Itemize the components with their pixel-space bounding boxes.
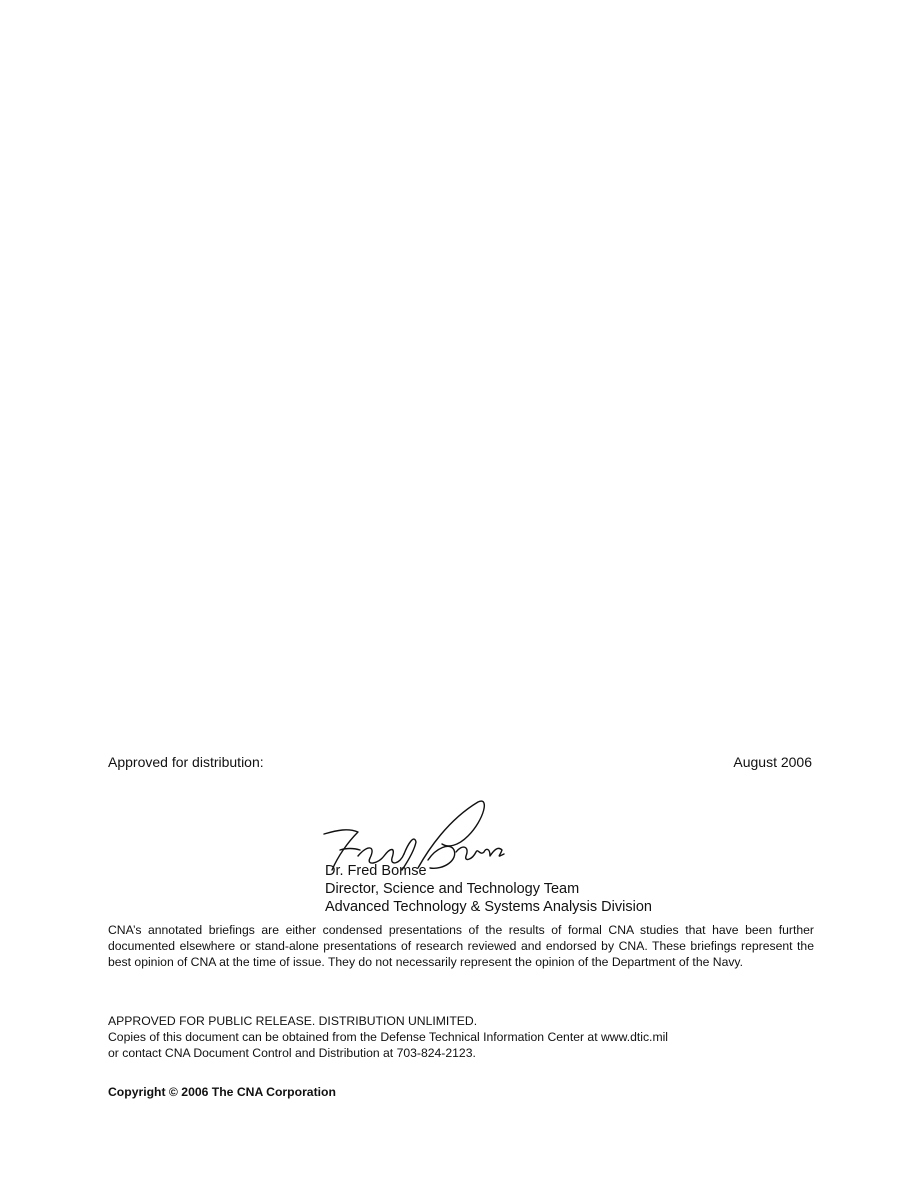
copyright-notice: Copyright © 2006 The CNA Corporation <box>108 1085 336 1099</box>
approval-label: Approved for distribution: <box>108 754 264 770</box>
signer-title: Director, Science and Technology Team <box>325 881 580 897</box>
disclaimer-paragraph: CNA’s annotated briefings are either condensed presentations of the results of formal CNA studies that have been further documented elsewhere or stand-alone presentations of research reviewed and endorsed by CNA. These briefings represent the best opinion of CNA at the time of issue. They do not necessarily represent the opinion of the Department of the Navy. <box>108 923 814 969</box>
signer-block <box>325 862 652 916</box>
approval-date: August 2006 <box>733 754 812 770</box>
signer-division: Advanced Technology & Systems Analysis Division <box>325 899 652 915</box>
contact-info: or contact CNA Document Control and Distribution at 703-824-2123. <box>108 1046 476 1060</box>
approval-row <box>108 754 812 770</box>
copies-info: Copies of this document can be obtained from the Defense Technical Information Center at www.dtic.mil <box>108 1030 669 1044</box>
release-statement: APPROVED FOR PUBLIC RELEASE. DISTRIBUTION UNLIMITED. <box>108 1014 478 1028</box>
signer-name: Dr. Fred Bomse <box>325 863 427 879</box>
release-notice <box>108 1013 814 1061</box>
